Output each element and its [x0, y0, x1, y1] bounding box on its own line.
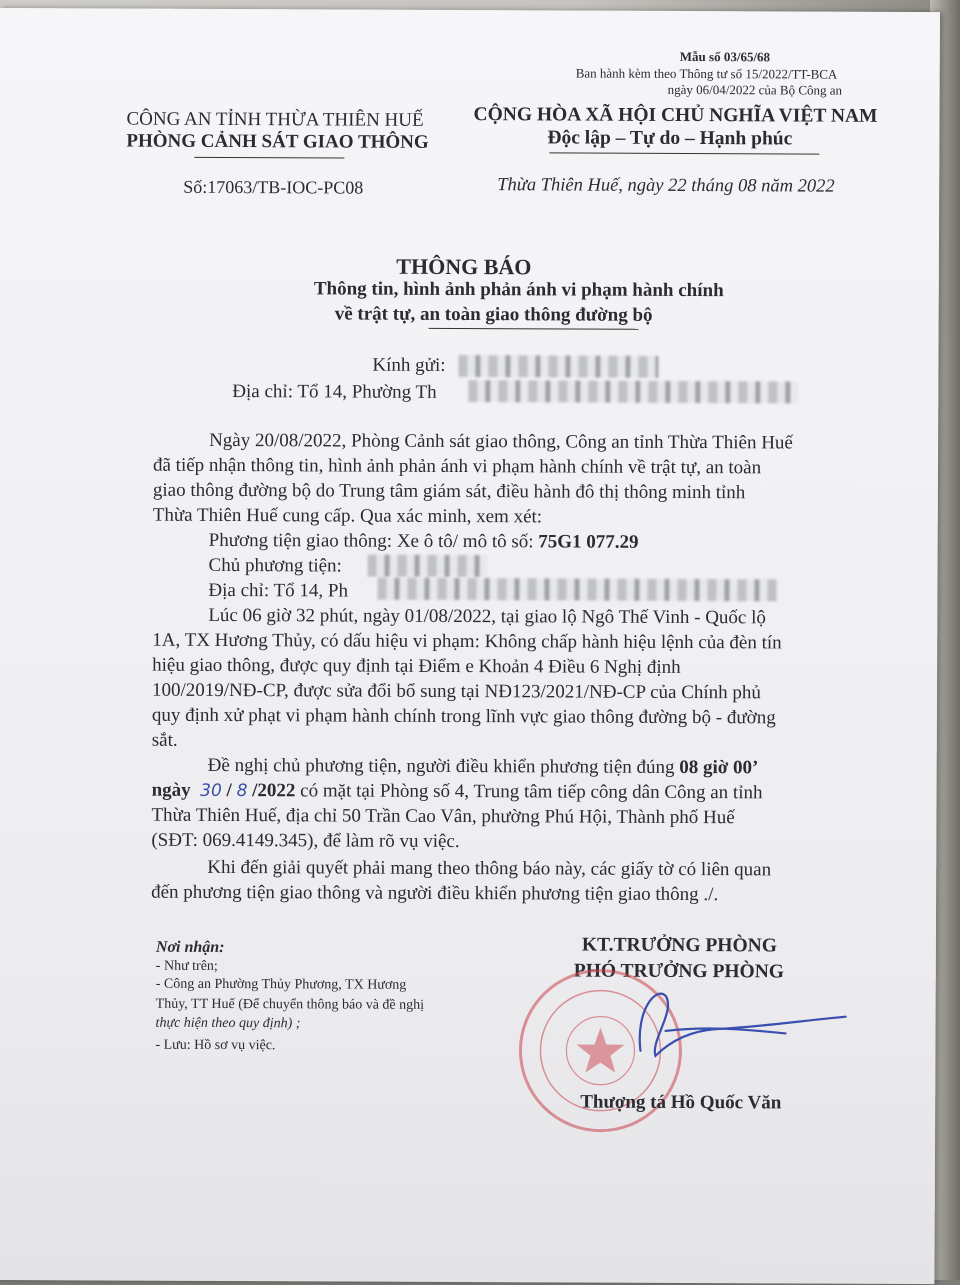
- body-p4-line2: đến phương tiện giao thông và người điều khiển phương tiện giao thông ./.: [151, 881, 719, 906]
- agency-parent: CÔNG AN TỈNH THỪA THIÊN HUẾ: [126, 108, 424, 131]
- handwritten-day: 30: [200, 780, 222, 801]
- place-date: Thừa Thiên Huế, ngày 22 tháng 08 năm 2022: [497, 175, 835, 197]
- recipients-item2-line2: Thủy, TT Huế (Để chuyển thông báo và đề nghị: [155, 996, 425, 1013]
- body-p1-line2: đã tiếp nhận thông tin, hình ảnh phản ánh vi phạm hành chính về trật tự, an toàn: [152, 454, 762, 479]
- body-p2-line5: quy định xử phạt vi phạm hành chính trong lĩnh vực giao thông đường bộ - đường: [151, 704, 776, 729]
- body-p3-line2: [152, 780, 763, 805]
- body-p2-line2: 1A, TX Hương Thủy, có dấu hiệu vi phạm: Không chấp hành hiệu lệnh của đèn tín: [152, 629, 782, 654]
- document-number: Số:17063/TB-IOC-PC08: [183, 176, 364, 198]
- vehicle-line: [209, 530, 639, 554]
- motto-underline: [549, 152, 819, 154]
- p3-text: Đề nghị chủ phương tiện, người điều khiển phương tiện đúng: [207, 754, 680, 778]
- redacted-recipient-address: [468, 380, 798, 403]
- redacted-owner-address: [377, 578, 777, 602]
- agency-name: PHÒNG CẢNH SÁT GIAO THÔNG: [126, 130, 429, 153]
- body-p2-line1: Lúc 06 giờ 32 phút, ngày 01/08/2022, tại giao lộ Ngô Thế Vinh - Quốc lộ: [208, 604, 766, 629]
- signer-name: Thượng tá Hồ Quốc Văn: [580, 1091, 782, 1114]
- body-p1-line3: giao thông đường bộ do Trung tâm giám sát, điều hành đô thị thông minh tỉnh: [152, 479, 746, 504]
- body-p1-line4: Thừa Thiên Huế cung cấp. Qua xác minh, xem xét:: [152, 504, 543, 528]
- kinh-gui-label: Kính gửi:: [372, 354, 446, 376]
- body-p2-line6: sắt.: [151, 729, 178, 751]
- vehicle-plate: 75G1 077.29: [538, 531, 639, 553]
- nation-motto: Độc lập – Tự do – Hạnh phúc: [547, 127, 793, 150]
- body-p2-line3: hiệu giao thông, được quy định tại Điểm e Khoản 4 Điều 6 Nghị định: [152, 654, 681, 678]
- document-page: [0, 8, 940, 1284]
- p3-slash: /: [226, 779, 232, 802]
- recipients-title: Nơi nhận:: [155, 938, 225, 956]
- form-number: Mẫu số 03/65/68: [679, 48, 771, 65]
- p3-year: /2022: [252, 780, 296, 802]
- agency-underline: [194, 157, 344, 159]
- p3-rest: có mặt tại Phòng số 4, Trung tâm tiếp công dân Công an tỉnh: [295, 780, 763, 804]
- recipients-item1: - Như trên;: [155, 958, 218, 974]
- handwritten-month: 8: [236, 781, 248, 802]
- recipients-item3: - Lưu: Hồ sơ vụ việc.: [155, 1037, 276, 1054]
- handwritten-signature: [595, 971, 855, 1072]
- owner-label: Chủ phương tiện:: [208, 554, 342, 577]
- nation-title: CỘNG HÒA XÃ HỘI CHỦ NGHĨA VIỆT NAM: [473, 104, 878, 127]
- document-subtitle-2: về trật tự, an toàn giao thông đường bộ: [334, 303, 653, 326]
- body-p1-line1: Ngày 20/08/2022, Phòng Cảnh sát giao thông, Công an tỉnh Thừa Thiên Huế: [209, 429, 793, 454]
- body-p3-line4: (SĐT: 069.4149.345), để làm rõ vụ việc.: [151, 829, 460, 853]
- vehicle-label: Phương tiện giao thông: Xe ô tô/ mô tô số:: [208, 529, 539, 553]
- body-p3-line3: Thừa Thiên Huế, địa chỉ 50 Trần Cao Vân, phường Phú Hội, Thành phố Huế: [151, 804, 735, 829]
- p3-ngay: ngày: [151, 779, 191, 801]
- recipients-item2-line1: - Công an Phường Thủy Phương, TX Hương: [155, 976, 407, 993]
- redacted-owner-name: [368, 555, 488, 578]
- document-title: THÔNG BÁO: [396, 253, 532, 280]
- p3-time: 08 giờ 00’: [679, 756, 759, 779]
- body-p3-line1: [208, 755, 759, 779]
- document-subtitle-1: Thông tin, hình ảnh phản ánh vi phạm hành chính: [313, 278, 724, 302]
- recipients-item2-line3: thực hiện theo quy định) ;: [155, 1015, 301, 1032]
- recipient-address: Địa chỉ: Tổ 14, Phường Th: [232, 381, 437, 403]
- subtitle-underline: [429, 328, 639, 330]
- form-note-line1: Ban hành kèm theo Thông tư số 15/2022/TT-BCA: [575, 65, 838, 82]
- signature-title-1: KT.TRƯỞNG PHÒNG: [581, 934, 777, 957]
- signature-title-2: PHÓ TRƯỞNG PHÒNG: [573, 960, 785, 983]
- body-p2-line4: 100/2019/NĐ-CP, được sửa đổi bổ sung tại NĐ123/2021/NĐ-CP của Chính phủ: [151, 679, 761, 704]
- redacted-recipient-name: [458, 355, 658, 378]
- owner-address-label: Địa chỉ: Tổ 14, Ph: [208, 579, 349, 602]
- body-p4-line1: Khi đến giải quyết phải mang theo thông báo này, các giấy tờ có liên quan: [207, 856, 772, 881]
- form-note-line2: ngày 06/04/2022 của Bộ Công an: [667, 81, 843, 98]
